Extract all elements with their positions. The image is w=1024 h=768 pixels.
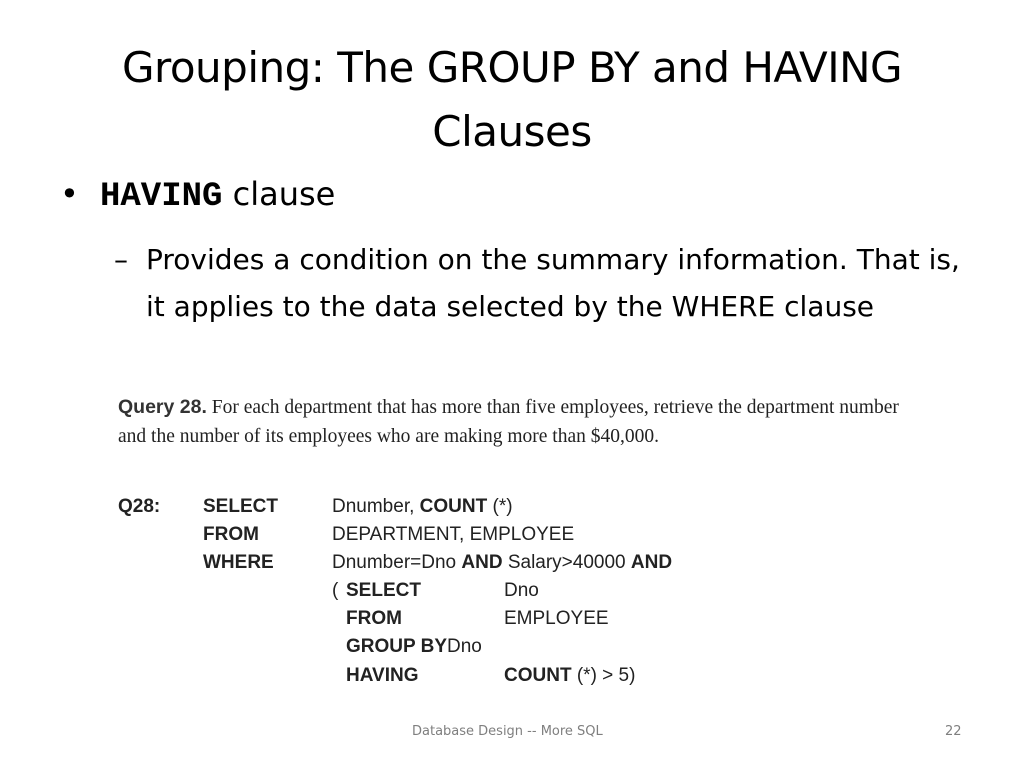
sql-where-condition-2: Salary>40000: [507, 552, 626, 573]
sql-sub-select-column: Dno: [504, 580, 539, 601]
sql-and-keyword-1: AND: [461, 552, 503, 573]
sql-sub-from-table: EMPLOYEE: [504, 608, 609, 629]
sub-bullet-text: Provides a condition on the summary information. That is, it applies to the data selected by the WHERE clause: [146, 243, 960, 323]
slide-number: 22: [945, 724, 962, 739]
sub-bullet: [114, 236, 984, 330]
sub-bullet-marker: –: [114, 243, 128, 276]
bullet-marker: •: [60, 175, 79, 213]
sql-and-keyword-2: AND: [630, 552, 673, 573]
sql-label: Q28:: [118, 496, 161, 517]
query-label: Query 28.: [118, 396, 207, 418]
bullet-keyword: HAVING: [100, 178, 223, 216]
sql-select-clause: [332, 493, 513, 521]
slide-title: Grouping: The GROUP BY and HAVING Clauses: [121, 43, 903, 156]
sql-sub-group-by: [346, 633, 482, 661]
bullet-text: clause: [232, 175, 336, 213]
sql-sub-from-keyword: FROM: [346, 608, 402, 629]
query-description: [118, 393, 918, 451]
sql-sub-having-arg: (*) > 5): [576, 665, 636, 686]
bullet-having: [60, 174, 335, 217]
sql-sub-select-keyword: SELECT: [346, 580, 421, 601]
sql-subquery-open: (: [332, 580, 339, 601]
sql-where-clause: [332, 549, 672, 577]
sql-sub-count-keyword: COUNT: [504, 665, 572, 686]
sql-group-by-column: Dno: [447, 636, 482, 657]
query-text: For each department that has more than five employees, retrieve the department number and the number of its employees who are making more than $40,000.: [118, 397, 899, 447]
sql-where-keyword: WHERE: [203, 552, 274, 573]
sql-group-by-keyword: GROUP BY: [346, 636, 448, 657]
sql-sub-having-condition: [504, 662, 635, 690]
footer-title: Database Design -- More SQL: [412, 724, 603, 739]
sql-count-arg: (*): [492, 496, 513, 517]
sql-sub-having-keyword: HAVING: [346, 665, 419, 686]
sql-from-keyword: FROM: [203, 524, 259, 545]
sql-select-keyword: SELECT: [203, 496, 278, 517]
sql-from-tables: DEPARTMENT, EMPLOYEE: [332, 524, 575, 545]
sql-count-keyword: COUNT: [419, 496, 488, 517]
sql-where-condition-1: Dnumber=Dno: [332, 552, 457, 573]
sql-select-column: Dnumber,: [332, 496, 415, 517]
